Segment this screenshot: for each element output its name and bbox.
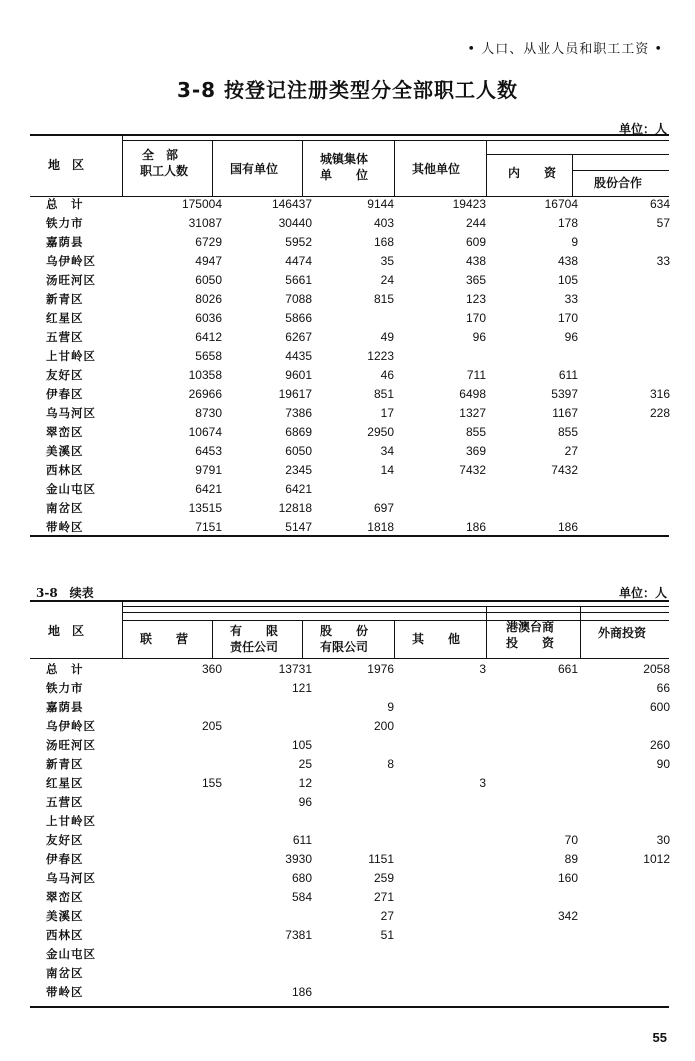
cell-value: 35 xyxy=(380,254,394,268)
cell-value: 259 xyxy=(373,871,394,885)
row-region: 美溪区 xyxy=(46,444,84,458)
cell-value: 2058 xyxy=(643,662,670,676)
cell-value: 186 xyxy=(465,520,486,534)
cell-value: 5866 xyxy=(285,311,312,325)
row-region: 南岔区 xyxy=(46,966,84,980)
cell-value: 33 xyxy=(564,292,578,306)
cell-value: 611 xyxy=(558,368,578,382)
table-row xyxy=(30,461,670,480)
table2-header-subrule xyxy=(122,606,669,607)
row-region: 汤旺河区 xyxy=(46,738,96,752)
table-row xyxy=(30,888,670,907)
cell-value: 30440 xyxy=(278,216,312,230)
table-row xyxy=(30,195,670,214)
cell-value: 1012 xyxy=(643,852,670,866)
cell-value: 2950 xyxy=(367,425,394,439)
row-region: 伊春区 xyxy=(46,387,84,401)
page-number: 55 xyxy=(652,1030,667,1045)
table-row xyxy=(30,347,670,366)
row-region: 嘉荫县 xyxy=(46,235,84,249)
table-row xyxy=(30,717,670,736)
header-collective-l2: 单 位 xyxy=(320,168,369,182)
table1-top-rule xyxy=(30,134,669,136)
cell-value: 96 xyxy=(298,795,312,809)
table2-header-subrule xyxy=(122,620,669,621)
row-region: 上甘岭区 xyxy=(46,349,96,363)
header-jsc-l2: 有限公司 xyxy=(320,640,369,654)
row-region: 嘉荫县 xyxy=(46,700,84,714)
cell-value: 5147 xyxy=(285,520,312,534)
cell-value: 584 xyxy=(291,890,312,904)
table2-header-divider xyxy=(122,600,123,658)
row-region: 汤旺河区 xyxy=(46,273,96,287)
cell-value: 4435 xyxy=(285,349,312,363)
row-region: 翠峦区 xyxy=(46,890,84,904)
cell-value: 26966 xyxy=(188,387,222,401)
row-region: 金山屯区 xyxy=(46,947,96,961)
cell-value: 4474 xyxy=(285,254,312,268)
header-region: 地 区 xyxy=(48,158,85,172)
cell-value: 13731 xyxy=(278,662,312,676)
cell-value: 90 xyxy=(656,757,670,771)
cell-value: 70 xyxy=(564,833,578,847)
table1-header-divider xyxy=(572,154,573,196)
row-region: 友好区 xyxy=(46,833,84,847)
header-hkmt-l2: 投 资 xyxy=(506,636,555,650)
cell-value: 96 xyxy=(564,330,578,344)
cell-value: 105 xyxy=(291,738,312,752)
table1-header-subrule xyxy=(122,140,669,141)
table1-title: 3-8 按登记注册类型分全部职工人数 xyxy=(176,78,519,102)
table-row xyxy=(30,385,670,404)
cell-value: 1151 xyxy=(368,852,394,866)
cell-value: 8 xyxy=(387,757,394,771)
cell-value: 228 xyxy=(649,406,670,420)
header-collective-l1: 城镇集体 xyxy=(320,152,369,166)
cell-value: 27 xyxy=(564,444,578,458)
cell-value: 33 xyxy=(656,254,670,268)
table2-header-divider xyxy=(580,606,581,658)
table-row xyxy=(30,831,670,850)
cell-value: 25 xyxy=(298,757,312,771)
cell-value: 155 xyxy=(201,776,222,790)
cell-value: 316 xyxy=(649,387,670,401)
header-llc-l1: 有 限 xyxy=(230,624,279,638)
cell-value: 1167 xyxy=(552,406,578,420)
cell-value: 244 xyxy=(465,216,486,230)
cell-value: 9 xyxy=(387,700,394,714)
table-row xyxy=(30,660,670,679)
table-row xyxy=(30,964,670,983)
cell-value: 51 xyxy=(380,928,394,942)
cell-value: 6036 xyxy=(195,311,222,325)
table2-header-bottom-rule xyxy=(30,658,669,659)
cell-value: 30 xyxy=(656,833,670,847)
cell-value: 360 xyxy=(201,662,222,676)
cell-value: 6498 xyxy=(459,387,486,401)
table-row xyxy=(30,290,670,309)
row-region: 乌马河区 xyxy=(46,406,96,420)
cell-value: 5658 xyxy=(195,349,222,363)
cell-value: 3930 xyxy=(285,852,312,866)
cell-value: 186 xyxy=(291,985,312,999)
table-row xyxy=(30,271,670,290)
table2-header-subrule xyxy=(122,612,669,613)
row-region: 新青区 xyxy=(46,757,84,771)
table-row xyxy=(30,907,670,926)
row-region: 带岭区 xyxy=(46,520,84,534)
table1-header-divider xyxy=(394,140,395,196)
table-row xyxy=(30,679,670,698)
table2-title: 3-8 续表 xyxy=(36,586,94,600)
cell-value: 14 xyxy=(380,463,394,477)
cell-value: 7432 xyxy=(459,463,486,477)
cell-value: 186 xyxy=(557,520,578,534)
row-region: 乌伊岭区 xyxy=(46,719,96,733)
table2-header-divider xyxy=(302,620,303,658)
section-header: • 人口、从业人员和职工工资 • xyxy=(467,42,663,57)
cell-value: 170 xyxy=(465,311,486,325)
cell-value: 3 xyxy=(479,662,486,676)
row-region: 伊春区 xyxy=(46,852,84,866)
header-state: 国有单位 xyxy=(230,162,279,176)
cell-value: 661 xyxy=(557,662,578,676)
cell-value: 9791 xyxy=(195,463,222,477)
row-region: 乌马河区 xyxy=(46,871,96,885)
cell-value: 260 xyxy=(649,738,670,752)
cell-value: 6729 xyxy=(195,235,222,249)
cell-value: 851 xyxy=(373,387,394,401)
cell-value: 200 xyxy=(373,719,394,733)
cell-value: 9601 xyxy=(285,368,312,382)
cell-value: 16704 xyxy=(544,197,578,211)
header-other: 其 他 xyxy=(412,632,461,646)
table-row xyxy=(30,736,670,755)
cell-value: 1818 xyxy=(367,520,394,534)
header-other: 其他单位 xyxy=(412,162,461,176)
cell-value: 10358 xyxy=(188,368,222,382)
header-domestic: 内 资 xyxy=(508,166,557,180)
cell-value: 438 xyxy=(465,254,486,268)
row-region: 红星区 xyxy=(46,311,84,325)
cell-value: 205 xyxy=(201,719,222,733)
cell-value: 34 xyxy=(380,444,394,458)
cell-value: 5661 xyxy=(285,273,312,287)
header-llc-l2: 责任公司 xyxy=(230,640,279,654)
table-row xyxy=(30,850,670,869)
cell-value: 9144 xyxy=(367,197,394,211)
cell-value: 96 xyxy=(472,330,486,344)
table1-bottom-rule xyxy=(30,535,669,537)
cell-value: 8730 xyxy=(195,406,222,420)
cell-value: 6869 xyxy=(285,425,312,439)
cell-value: 6050 xyxy=(285,444,312,458)
cell-value: 4947 xyxy=(195,254,222,268)
header-total-l2: 职工人数 xyxy=(140,164,189,178)
cell-value: 168 xyxy=(373,235,394,249)
cell-value: 403 xyxy=(373,216,394,230)
cell-value: 6421 xyxy=(285,482,312,496)
header-region: 地 区 xyxy=(48,624,85,638)
cell-value: 46 xyxy=(380,368,394,382)
cell-value: 711 xyxy=(466,368,486,382)
table2-header-divider xyxy=(486,606,487,658)
cell-value: 8026 xyxy=(195,292,222,306)
table-row xyxy=(30,926,670,945)
row-region: 西林区 xyxy=(46,928,84,942)
cell-value: 855 xyxy=(465,425,486,439)
cell-value: 6453 xyxy=(195,444,222,458)
cell-value: 3 xyxy=(479,776,486,790)
table-row xyxy=(30,499,670,518)
cell-value: 9 xyxy=(571,235,578,249)
cell-value: 57 xyxy=(656,216,670,230)
cell-value: 27 xyxy=(380,909,394,923)
row-region: 翠峦区 xyxy=(46,425,84,439)
header-hkmt-l1: 港澳台商 xyxy=(506,620,555,634)
cell-value: 6412 xyxy=(195,330,222,344)
table-row xyxy=(30,366,670,385)
cell-value: 600 xyxy=(649,700,670,714)
table2-bottom-rule xyxy=(30,1006,669,1008)
cell-value: 634 xyxy=(649,197,670,211)
cell-value: 7386 xyxy=(285,406,312,420)
cell-value: 7381 xyxy=(285,928,312,942)
cell-value: 6421 xyxy=(195,482,222,496)
cell-value: 7432 xyxy=(551,463,578,477)
cell-value: 12818 xyxy=(278,501,312,515)
cell-value: 19617 xyxy=(278,387,312,401)
table-row xyxy=(30,309,670,328)
cell-value: 680 xyxy=(291,871,312,885)
table-row xyxy=(30,252,670,271)
row-region: 总 计 xyxy=(46,662,84,676)
table-row xyxy=(30,404,670,423)
row-region: 五营区 xyxy=(46,795,84,809)
cell-value: 611 xyxy=(292,833,312,847)
cell-value: 66 xyxy=(656,681,670,695)
table-row xyxy=(30,755,670,774)
cell-value: 49 xyxy=(380,330,394,344)
cell-value: 815 xyxy=(373,292,394,306)
row-region: 上甘岭区 xyxy=(46,814,96,828)
table-row xyxy=(30,442,670,461)
header-joint: 联 营 xyxy=(140,632,189,646)
cell-value: 6267 xyxy=(285,330,312,344)
cell-value: 855 xyxy=(557,425,578,439)
cell-value: 10674 xyxy=(188,425,222,439)
cell-value: 1327 xyxy=(459,406,486,420)
table-row xyxy=(30,698,670,717)
cell-value: 5952 xyxy=(285,235,312,249)
header-total-l1: 全 部 xyxy=(142,148,179,162)
row-region: 总 计 xyxy=(46,197,84,211)
table1-unit: 单位：人 xyxy=(618,122,667,136)
cell-value: 146437 xyxy=(271,197,312,211)
cell-value: 89 xyxy=(564,852,578,866)
row-region: 带岭区 xyxy=(46,985,84,999)
cell-value: 7088 xyxy=(285,292,312,306)
cell-value: 609 xyxy=(465,235,486,249)
cell-value: 24 xyxy=(380,273,394,287)
cell-value: 12 xyxy=(298,776,312,790)
cell-value: 271 xyxy=(373,890,394,904)
header-joint-stock-coop: 股份合作 xyxy=(594,176,643,190)
header-jsc-l1: 股 份 xyxy=(320,624,369,638)
cell-value: 19423 xyxy=(452,197,486,211)
cell-value: 1976 xyxy=(367,662,394,676)
row-region: 新青区 xyxy=(46,292,84,306)
cell-value: 697 xyxy=(373,501,394,515)
table-row xyxy=(30,233,670,252)
table-row xyxy=(30,945,670,964)
table1-header-divider xyxy=(122,134,123,196)
cell-value: 13515 xyxy=(188,501,222,515)
table-row xyxy=(30,983,670,1002)
table1-header-divider xyxy=(212,140,213,196)
cell-value: 170 xyxy=(557,311,578,325)
cell-value: 6050 xyxy=(195,273,222,287)
row-region: 铁力市 xyxy=(46,216,84,230)
row-region: 西林区 xyxy=(46,463,84,477)
cell-value: 17 xyxy=(380,406,394,420)
row-region: 友好区 xyxy=(46,368,84,382)
table-row xyxy=(30,774,670,793)
cell-value: 160 xyxy=(557,871,578,885)
table-row xyxy=(30,480,670,499)
cell-value: 2345 xyxy=(285,463,312,477)
row-region: 铁力市 xyxy=(46,681,84,695)
table-row xyxy=(30,812,670,831)
cell-value: 5397 xyxy=(551,387,578,401)
cell-value: 369 xyxy=(465,444,486,458)
cell-value: 1223 xyxy=(367,349,394,363)
table-row xyxy=(30,423,670,442)
cell-value: 105 xyxy=(557,273,578,287)
cell-value: 438 xyxy=(557,254,578,268)
row-region: 乌伊岭区 xyxy=(46,254,96,268)
table-row xyxy=(30,869,670,888)
table-row xyxy=(30,793,670,812)
row-region: 南岔区 xyxy=(46,501,84,515)
cell-value: 175004 xyxy=(181,197,222,211)
table1-header-divider xyxy=(302,140,303,196)
table1-header-divider xyxy=(486,140,487,196)
table1-header-subrule2 xyxy=(486,154,669,155)
table2-unit: 单位：人 xyxy=(618,586,667,600)
cell-value: 123 xyxy=(465,292,486,306)
cell-value: 7151 xyxy=(195,520,222,534)
table2-header-divider xyxy=(394,620,395,658)
row-region: 红星区 xyxy=(46,776,84,790)
table2-header-divider xyxy=(212,620,213,658)
table-row xyxy=(30,328,670,347)
row-region: 五营区 xyxy=(46,330,84,344)
cell-value: 365 xyxy=(465,273,486,287)
cell-value: 342 xyxy=(557,909,578,923)
row-region: 金山屯区 xyxy=(46,482,96,496)
table2-top-rule xyxy=(30,600,669,602)
cell-value: 31087 xyxy=(188,216,222,230)
row-region: 美溪区 xyxy=(46,909,84,923)
table1-header-subrule3 xyxy=(572,170,669,171)
header-foreign: 外商投资 xyxy=(598,626,647,640)
table-row xyxy=(30,214,670,233)
cell-value: 121 xyxy=(291,681,312,695)
cell-value: 178 xyxy=(557,216,578,230)
